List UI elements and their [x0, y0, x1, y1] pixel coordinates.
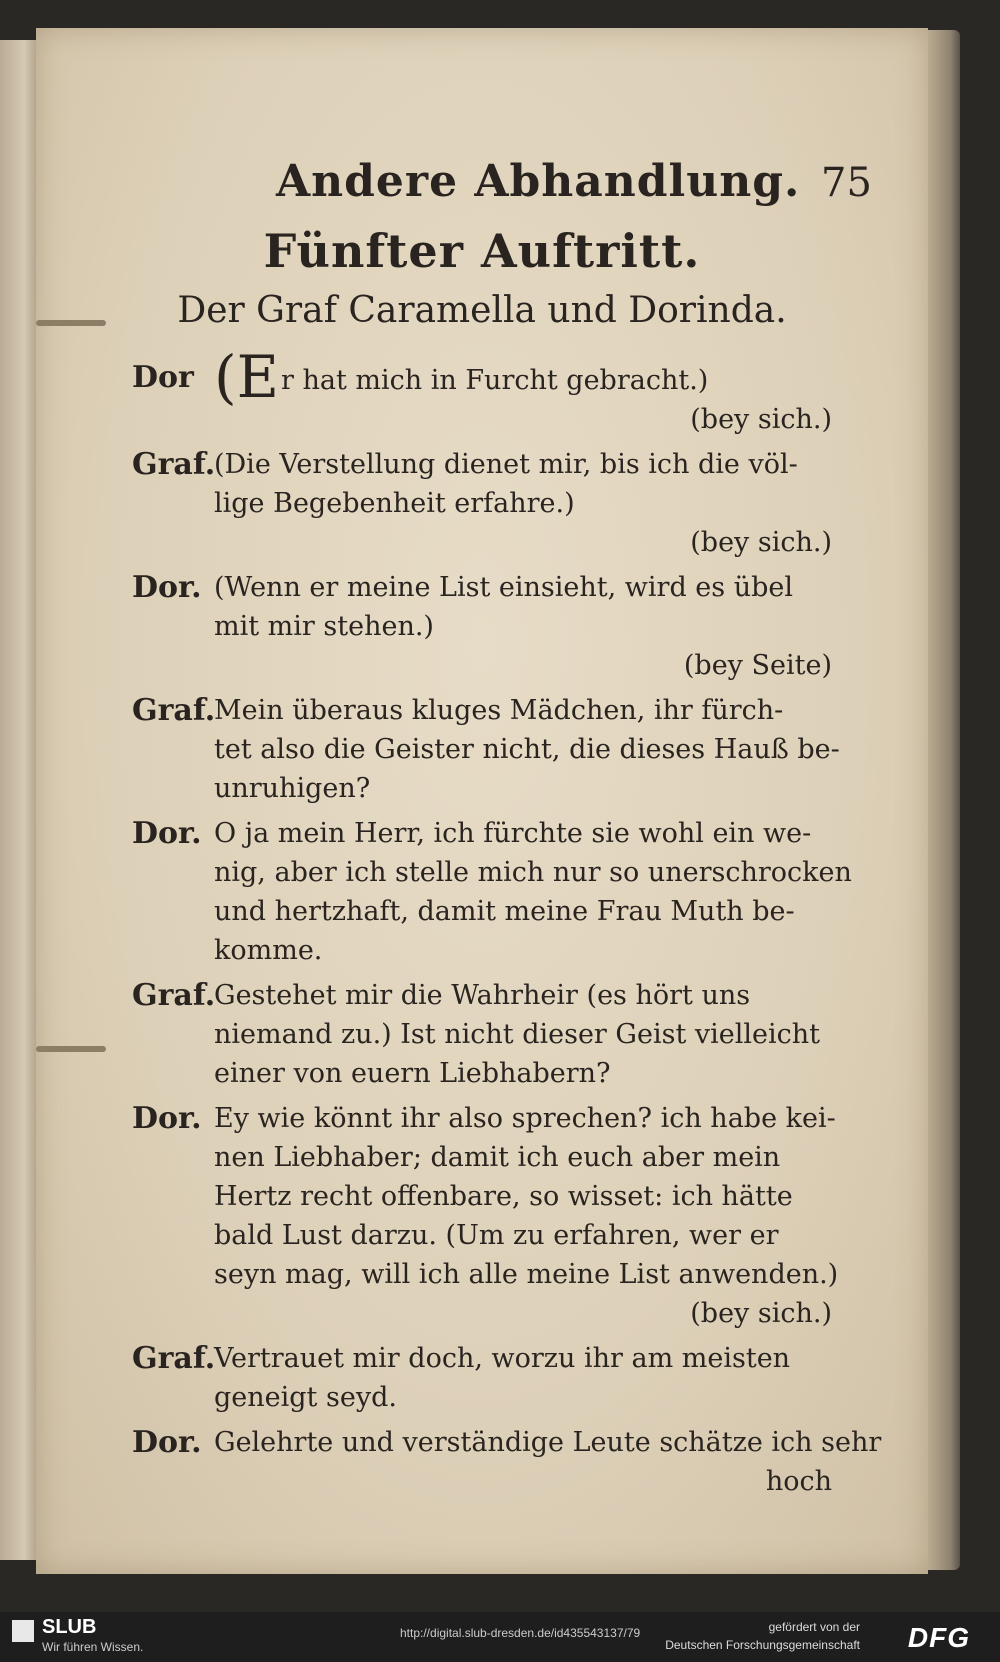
stage-direction: (bey sich.) [690, 1298, 832, 1329]
speech-line: mit mir stehen.) [214, 611, 434, 642]
speech-block [132, 343, 892, 439]
speaker-name: Dor. [132, 1101, 202, 1136]
dfg-logo[interactable]: DFG [907, 1622, 970, 1653]
speech-block [132, 691, 892, 808]
binding-stitch [36, 1046, 106, 1052]
speech-line: seyn mag, will ich alle meine List anwenden.) [214, 1259, 839, 1290]
speech-line: (Wenn er meine List einsieht, wird es übel [214, 572, 794, 603]
speech-line: niemand zu.) Ist nicht dieser Geist vielleicht [214, 1019, 820, 1050]
slub-slogan: Wir führen Wissen. [42, 1640, 144, 1654]
previous-page-edge [0, 40, 40, 1560]
speech-line: Ey wie könnt ihr also sprechen? ich habe kei- [214, 1103, 836, 1134]
stage-direction: (bey Seite) [683, 650, 832, 681]
viewer-footer [0, 1612, 1000, 1662]
speech-line: Gelehrte und verständige Leute schätze ich sehr [214, 1427, 882, 1458]
speech-block [132, 445, 892, 562]
page-number: 75 [821, 160, 872, 206]
slub-logo-icon[interactable] [12, 1620, 34, 1642]
speech-line: tet also die Geister nicht, die dieses Hauß be- [214, 734, 840, 765]
speech-line: komme. [214, 935, 323, 966]
funding-line-1: gefördert von der [768, 1620, 860, 1634]
speech-line: (Die Verstellung dienet mir, bis ich die völ- [214, 449, 798, 480]
speech-block [132, 568, 892, 685]
speaker-name: Graf. [132, 693, 216, 728]
speech-line: Gestehet mir die Wahrheir (es hört uns [214, 980, 751, 1011]
speaker-name: Dor. [132, 816, 202, 851]
speech-block [132, 1339, 892, 1417]
running-head [36, 156, 928, 226]
speaker-name: Dor [132, 360, 194, 395]
speech-line: O ja mein Herr, ich fürchte sie wohl ein we- [214, 818, 812, 849]
stage-direction: (bey sich.) [690, 404, 832, 435]
funding-line-2: Deutschen Forschungsgemeinschaft [665, 1638, 860, 1652]
permalink-url[interactable]: http://digital.slub-dresden.de/id435543137/79 [400, 1626, 641, 1640]
stage-direction: hoch [765, 1466, 832, 1497]
speech-block [132, 976, 892, 1093]
scene-persons: Der Graf Caramella und Dorinda. [177, 290, 787, 331]
scene-title: Fünfter Auftritt. [263, 224, 701, 278]
speech-line: unruhigen? [214, 773, 371, 804]
speech-line: bald Lust darzu. (Um zu erfahren, wer er [214, 1220, 779, 1251]
speech-line: geneigt seyd. [214, 1382, 397, 1413]
speaker-name: Graf. [132, 1341, 216, 1376]
speech-line: und hertzhaft, damit meine Frau Muth be- [214, 896, 795, 927]
dialogue-text [132, 343, 892, 1507]
speech-block [132, 814, 892, 970]
speech-block [132, 1423, 892, 1501]
stage-direction: (bey sich.) [690, 527, 832, 558]
slub-logo-name[interactable]: SLUB [42, 1616, 97, 1638]
speech-line: lige Begebenheit erfahre.) [214, 488, 575, 519]
speech-line: nig, aber ich stelle mich nur so unerschrocken [214, 857, 852, 888]
speech-block [132, 1099, 892, 1333]
speaker-name: Graf. [132, 978, 216, 1013]
speaker-name: Graf. [132, 447, 216, 482]
running-head-title: Andere Abhandlung. [276, 156, 801, 207]
speaker-name: Dor. [132, 1425, 202, 1460]
speech-line: (Er hat mich in Furcht gebracht.) [214, 343, 709, 411]
speech-line: nen Liebhaber; damit ich euch aber mein [214, 1142, 781, 1173]
speech-line: einer von euern Liebhabern? [214, 1058, 611, 1089]
speech-line: Hertz recht offenbare, so wisset: ich hätte [214, 1181, 793, 1212]
book-page [36, 28, 928, 1574]
speech-line: Mein überaus kluges Mädchen, ihr fürch- [214, 695, 784, 726]
drop-initial: (E [214, 343, 279, 411]
speech-line: Vertrauet mir doch, worzu ihr am meisten [214, 1343, 791, 1374]
speaker-name: Dor. [132, 570, 202, 605]
